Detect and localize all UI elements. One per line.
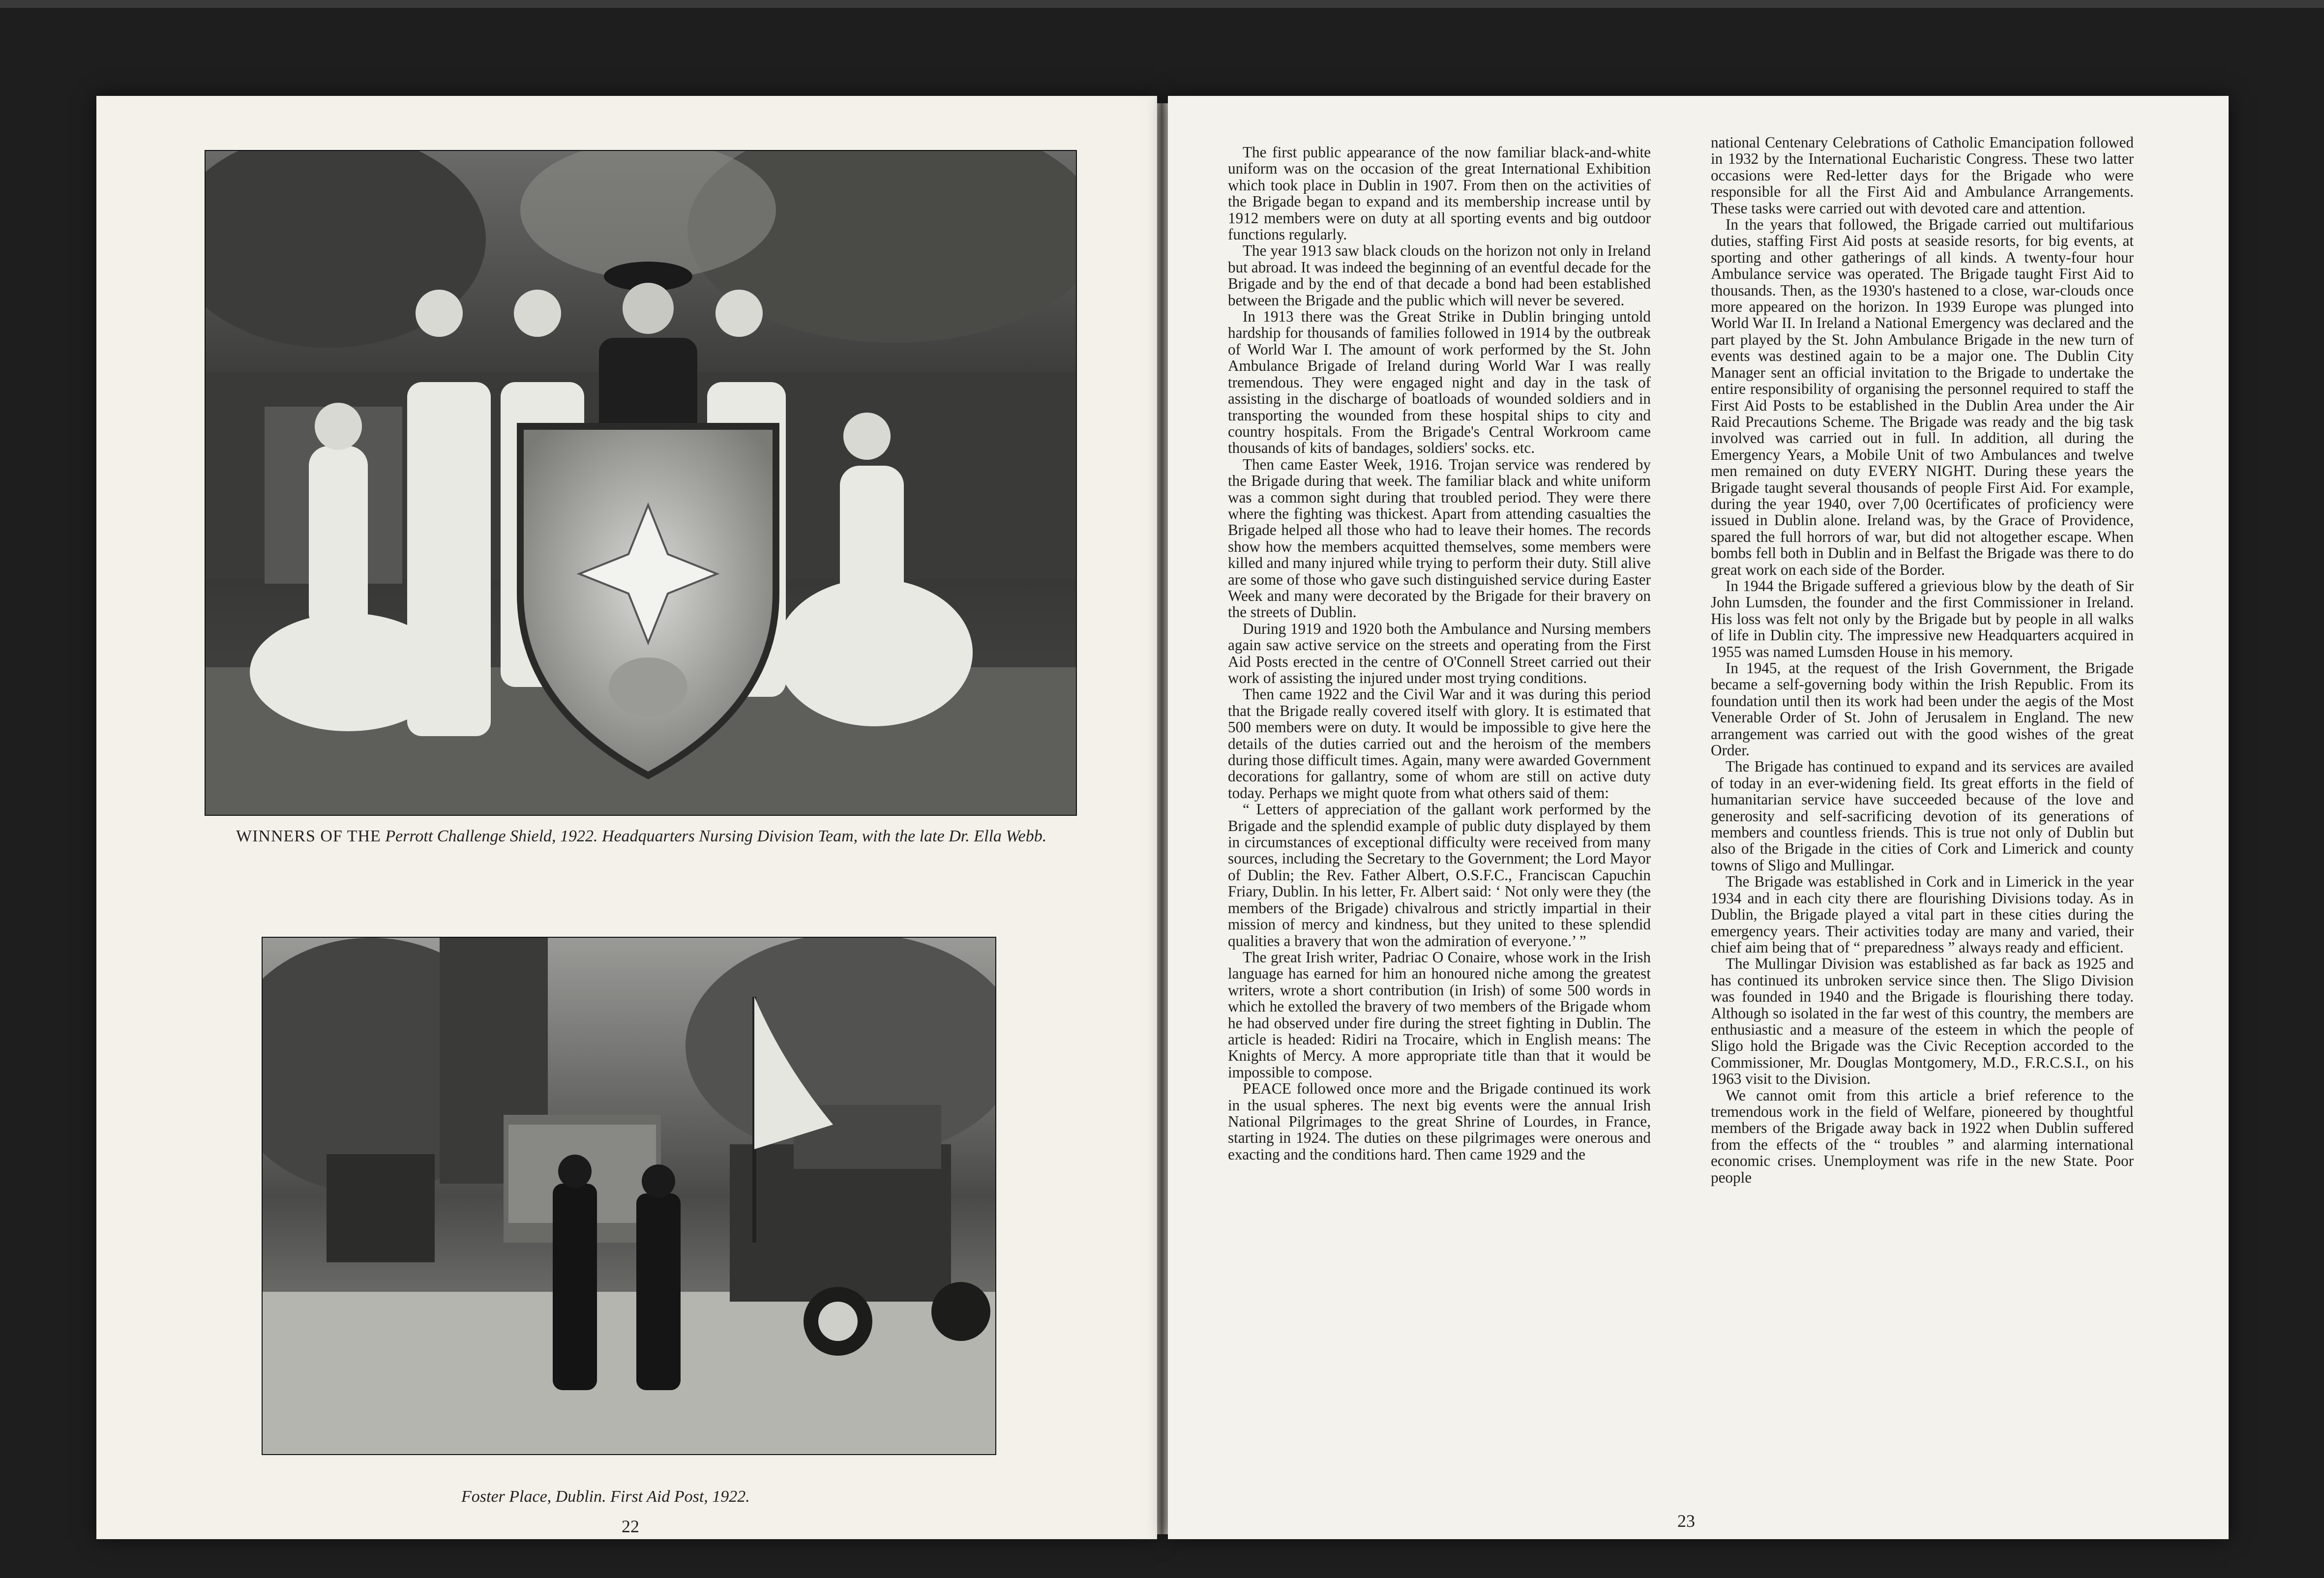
- column-2-lead-paragraph: national Centenary Celebrations of Catholic Emancipation followed in 1932 by the International Eucharistic Congress. These two latter occasions were Red-letter days for the Brigade who were responsible for all the First Aid and Ambulance Arrangements. These tasks were carried out with devoted care and attention.: [1711, 134, 2134, 217]
- photo-2-caption: Foster Place, Dublin. First Aid Post, 1922.: [461, 1488, 750, 1506]
- article-paragraph: Then came Easter Week, 1916. Trojan service was rendered by the Brigade during that week. The familiar black and white uniform was a common sight during that troubled period. They were there where the fighting was thickest. Apart from attending casualties the Brigade helped all those who had to leave their homes. The records show how the members acquitted themselves, some members were killed and many injured while trying to perform their duty. Still alive are some of those who gave such distinguished service during Easter Week and many were decorated by the Brigade for their bravery on the streets of Dublin.: [1228, 455, 1651, 621]
- article-paragraph: In 1913 there was the Great Strike in Dublin bringing untold hardship for thousands of families followed in 1914 by the outbreak of World War I. The amount of work performed by the St. John Ambulance Brigade of Ireland during World War I was really tremendous. They were engaged night and day in the task of assisting in the discharge of boatloads of wounded soldiers and in transporting the wounded from these hospital ships to city and country hospitals. From the Brigade's Central Workroom came thousands of kits of bandages, soldiers' socks. etc.: [1228, 308, 1651, 457]
- book-gutter: [1157, 103, 1168, 1534]
- text-column-1: [1228, 144, 1651, 1162]
- article-paragraph: The great Irish writer, Padriac O Conaire, whose work in the Irish language has earned for him an honoured niche among the greatest writers, wrote a short contribution (in Irish) of some 500 words in which he extolled the bravery of two members of the Brigade whom he had observed under fire during the street fighting in Dublin. The article is headed: Ridiri na Trocaire, which in English means: The Knights of Mercy. A more appropriate title than that it would be impossible to compose.: [1228, 948, 1651, 1081]
- article-paragraph: The Brigade has continued to expand and its services are availed of today in an ever-widening field. Its great efforts in the field of humanitarian service have succeeded because of the love and generosity and self-sacrificing devotion of its generations of members and countless friends. This is true not only of Dublin but also of the Brigade in the cities of Cork and Limerick and county towns of Sligo and Mullingar.: [1711, 758, 2134, 874]
- caption-text: Perrott Challenge Shield, 1922. Headquarters Nursing Division Team, with the late Dr. Ella Webb.: [385, 827, 1047, 845]
- article-paragraph: PEACE followed once more and the Brigade continued its work in the usual spheres. The next big events were the annual Irish National Pilgrimages to the great Shrine of Lourdes, in France, starting in 1924. The duties on these pilgrimages were onerous and exacting and the conditions hard. Then came 1929 and the: [1228, 1080, 1651, 1163]
- page-number-left: 22: [622, 1517, 639, 1536]
- photo-nursing-team: [205, 150, 1077, 816]
- article-paragraph: In the years that followed, the Brigade carried out multifarious duties, staffing First Aid posts at seaside resorts, for big events, at sporting and other gatherings of all kinds. A twenty-four hour Ambulance service was operated. The Brigade taught First Aid to thousands. Then, as the 1930's hastened to a close, war-clouds once more appeared on the horizon. In 1939 Europe was plunged into World War II. In Ireland a National Emergency was declared and the part played by the St. John Ambulance Brigade in the new turn of events was destined again to be a major one. The Dublin City Manager sent an official invitation to the Brigade to undertake the entire responsibility of organising the personnel required to staff the First Aid Posts to be established in the Dublin Area under the Air Raid Precautions Scheme. The Brigade was ready and the big task involved was carried out in full. In addition, all during the Emergency Years, a Mobile Unit of two Ambulances and twelve men remained on duty EVERY NIGHT. During these years the Brigade taught several thousands of people First Aid. For example, during the year 1940, over 7,00 0certificates of proficiency were issued in Dublin alone. Ireland was, by the Grace of Providence, spared the full horrors of war, but did not altogether escape. When bombs fell both in Dublin and in Belfast the Brigade was there to do great work on each side of the Border.: [1711, 216, 2134, 578]
- article-paragraph: Then came 1922 and the Civil War and it was during this period that the Brigade really covered itself with glory. It is estimated that 500 members were on duty. It would be impossible to give here the details of the duties carried out and the heroism of the members during those difficult times. Again, many were awarded Government decorations for gallantry, some of whom are still on active duty today. Perhaps we might quote from what others said of them:: [1228, 685, 1651, 802]
- article-paragraph: In 1944 the Brigade suffered a grievious blow by the death of Sir John Lumsden, the founder and the first Commissioner in Ireland. His loss was felt not only by the Brigade but by people in all walks of life in Dublin city. The impressive new Headquarters acquired in 1955 was named Lumsden House in his memory.: [1711, 577, 2134, 660]
- article-paragraph: In 1945, at the request of the Irish Government, the Brigade became a self-governing body within the Irish Republic. From its foundation until then its work had been under the aegis of the Most Venerable Order of St. John of Jerusalem in England. The new arrangement was carried out with the good wishes of the great Order.: [1711, 659, 2134, 759]
- page-number-right: 23: [1677, 1511, 1695, 1531]
- text-column-2: [1711, 134, 2134, 1186]
- left-page: [96, 96, 1157, 1539]
- article-paragraph: During 1919 and 1920 both the Ambulance and Nursing members again saw active service on the streets and operating from the First Aid Posts erected in the centre of O'Connell Street carried out their work of assisting the injured under most trying conditions.: [1228, 620, 1651, 686]
- photo-first-aid-post-image: [263, 938, 995, 1454]
- caption-lead: WINNERS OF THE: [236, 827, 381, 845]
- article-paragraph: The Mullingar Division was established as far back as 1925 and has continued its unbroken service since then. The Sligo Division was founded in 1940 and the Brigade is flourishing there today. Although so isolated in the far west of this country, the members are enthusiastic and a measure of the esteem in which the people of Sligo hold the Brigade was the Civic Reception accorded to the Commissioner, Mr. Douglas Montgomery, M.D., F.R.C.S.I., on his 1963 visit to the Division.: [1711, 955, 2134, 1088]
- article-paragraph: “ Letters of appreciation of the gallant work performed by the Brigade and the splendid example of public duty displayed by them in circumstances of exceptional difficulty were received from many sources, including the Secretary to the Government; the Lord Mayor of Dublin; the Rev. Father Albert, O.S.F.C., Franciscan Capuchin Friary, Dublin. In his letter, Fr. Albert said: ‘ Not only were they (the members of the Brigade) chivalrous and strictly impartial in their mission of mercy and kindness, but they united to these splendid qualities a bravery that won the admiration of everyone.’ ”: [1228, 801, 1651, 950]
- article-paragraph: The Brigade was established in Cork and in Limerick in the year 1934 and in each city there are flourishing Divisions today. As in Dublin, the Brigade played a vital part in these cities during the emergency years. Their activities today are many and varied, their chief aim being that of “ preparedness ” always ready and efficient.: [1711, 873, 2134, 956]
- article-paragraph: We cannot omit from this article a brief reference to the tremendous work in the field of Welfare, pioneered by thoughtful members of the Brigade away back in 1922 when Dublin suffered from the effects of the “ troubles ” and alarming international economic crises. Unemployment was rife in the new State. Poor people: [1711, 1086, 2134, 1186]
- photo-1-caption: [236, 827, 1046, 846]
- article-paragraph: The year 1913 saw black clouds on the horizon not only in Ireland but abroad. It was indeed the beginning of an eventful decade for the Brigade and by the end of that decade a bond had been established between the Brigade and the public which will never be severed.: [1228, 242, 1651, 309]
- right-page: [1168, 96, 2229, 1539]
- scan-edge: [0, 0, 2324, 8]
- photo-first-aid-post: [262, 937, 996, 1455]
- article-paragraph: The first public appearance of the now familiar black-and-white uniform was on the occasion of the great International Exhibition which took place in Dublin in 1907. From then on the activities of the Brigade began to expand and its membership increase until by 1912 members were on duty at all sporting events and big outdoor functions regularly.: [1228, 144, 1651, 243]
- photo-nursing-team-image: [206, 151, 1076, 815]
